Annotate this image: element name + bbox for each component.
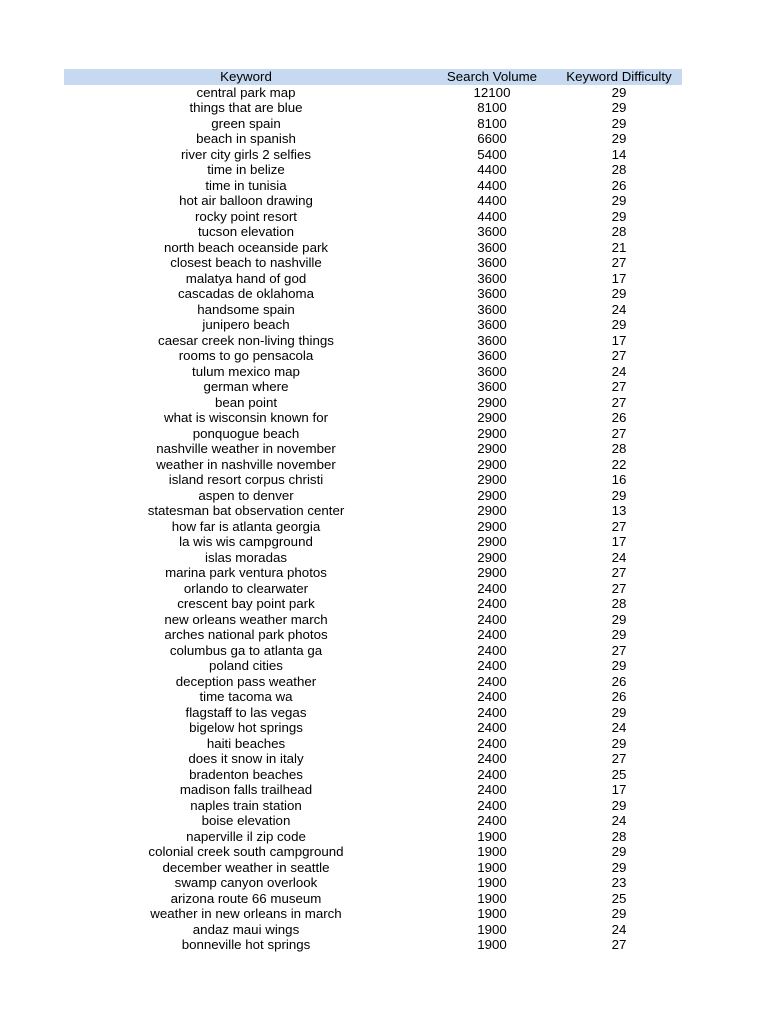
table-row (64, 891, 682, 907)
search-volume-cell: 2400 (477, 658, 507, 673)
keyword-difficulty-cell: 27 (611, 348, 627, 363)
keyword-cell: islas moradas (204, 549, 288, 565)
table-row (64, 627, 682, 643)
table-row (64, 131, 682, 147)
search-volume-cell: 5400 (477, 146, 507, 162)
table-row (64, 829, 682, 845)
keyword-cell: la wis wis campground (179, 534, 313, 549)
keyword-cell: how far is atlanta georgia (171, 518, 321, 534)
search-volume-cell: 2400 (477, 797, 507, 813)
keyword-difficulty-cell: 26 (611, 673, 627, 689)
keyword-cell: north beach oceanside park (163, 239, 329, 255)
keyword-difficulty-cell: 29 (611, 193, 627, 208)
keyword-cell: junipero beach (202, 317, 290, 332)
table-row (64, 395, 682, 411)
search-volume-cell: 2400 (477, 642, 507, 658)
table-row (64, 209, 682, 225)
keyword-difficulty-cell: 17 (611, 534, 627, 549)
table-row (64, 720, 682, 736)
search-volume-cell: 2900 (477, 534, 507, 549)
search-volume-cell: 2400 (477, 689, 507, 704)
search-volume-cell: 3600 (477, 301, 507, 317)
keyword-difficulty-cell: 29 (611, 115, 627, 131)
keyword-cell: bigelow hot springs (189, 720, 303, 735)
table-row (64, 302, 682, 318)
keyword-difficulty-cell: 27 (611, 518, 627, 534)
search-volume-cell: 2900 (477, 425, 507, 441)
table-row (64, 379, 682, 395)
keyword-difficulty-cell: 24 (611, 921, 627, 937)
table-row (64, 147, 682, 163)
keyword-cell: river city girls 2 selfies (180, 146, 312, 162)
keyword-difficulty-cell: 23 (611, 875, 627, 890)
keyword-difficulty-cell: 27 (611, 255, 627, 270)
search-volume-cell: 2900 (477, 394, 507, 410)
search-volume-cell: 2900 (477, 503, 507, 518)
table-row (64, 751, 682, 767)
table-row (64, 472, 682, 488)
table-row (64, 767, 682, 783)
table-row (64, 534, 682, 550)
keyword-difficulty-cell: 27 (611, 937, 627, 952)
keyword-cell: time in belize (207, 162, 285, 177)
table-row (64, 519, 682, 535)
search-volume-cell: 4400 (477, 177, 507, 193)
keyword-cell: december weather in seattle (162, 859, 330, 875)
table-row (64, 937, 682, 953)
table-row (64, 178, 682, 194)
table-row (64, 736, 682, 752)
keyword-cell: arches national park photos (164, 627, 328, 642)
keyword-cell: what is wisconsin known for (163, 410, 329, 425)
keyword-cell: rocky point resort (195, 208, 297, 224)
keyword-cell: weather in nashville november (156, 456, 336, 472)
search-volume-cell: 4400 (477, 193, 507, 208)
keyword-difficulty-cell: 22 (611, 456, 627, 472)
keyword-cell: statesman bat observation center (147, 503, 345, 518)
header-keyword: Keyword (220, 69, 272, 84)
search-volume-cell: 3600 (477, 379, 507, 394)
keyword-cell: island resort corpus christi (168, 472, 324, 487)
keyword-difficulty-cell: 29 (611, 208, 627, 224)
keyword-cell: handsome spain (197, 301, 295, 317)
keyword-cell: beach in spanish (196, 131, 296, 146)
keyword-cell: caesar creek non-living things (158, 332, 334, 348)
search-volume-cell: 3600 (477, 255, 507, 270)
table-row (64, 550, 682, 566)
search-volume-cell: 3600 (477, 224, 507, 239)
search-volume-cell: 3600 (477, 348, 507, 363)
search-volume-cell: 6600 (477, 131, 507, 146)
keyword-difficulty-cell: 29 (611, 131, 627, 146)
keyword-cell: aspen to denver (198, 487, 294, 503)
keyword-difficulty-cell: 29 (611, 797, 627, 813)
keyword-difficulty-cell: 27 (611, 379, 627, 394)
table-row (64, 116, 682, 132)
table-row (64, 922, 682, 938)
search-volume-cell: 3600 (477, 286, 507, 301)
search-volume-cell: 4400 (477, 162, 507, 177)
search-volume-cell: 2400 (477, 813, 507, 828)
keyword-cell: deception pass weather (175, 673, 317, 689)
keyword-cell: poland cities (209, 658, 283, 673)
keyword-cell: hot air balloon drawing (179, 193, 313, 208)
keyword-difficulty-cell: 24 (611, 720, 627, 735)
keyword-cell: naperville il zip code (186, 828, 306, 844)
keyword-difficulty-cell: 27 (611, 565, 627, 580)
table-row (64, 333, 682, 349)
keyword-cell: green spain (211, 115, 281, 131)
table-row (64, 85, 682, 101)
table-row (64, 813, 682, 829)
keyword-difficulty-cell: 27 (611, 751, 627, 766)
search-volume-cell: 2400 (477, 627, 507, 642)
search-volume-cell: 2900 (477, 487, 507, 503)
keyword-difficulty-cell: 17 (611, 332, 627, 348)
keyword-difficulty-cell: 17 (611, 270, 627, 286)
search-volume-cell: 2900 (477, 565, 507, 580)
table-row (64, 844, 682, 860)
keyword-difficulty-cell: 29 (611, 735, 627, 751)
search-volume-cell: 3600 (477, 239, 507, 255)
keyword-cell: arizona route 66 museum (170, 890, 322, 906)
keyword-difficulty-cell: 28 (611, 828, 627, 844)
search-volume-cell: 2900 (477, 472, 507, 487)
header-keyword-difficulty: Keyword Difficulty (566, 69, 672, 84)
keyword-cell: rooms to go pensacola (178, 348, 314, 363)
search-volume-cell: 2900 (477, 456, 507, 472)
keyword-cell: andaz maui wings (192, 921, 300, 937)
search-volume-cell: 1900 (477, 921, 507, 937)
search-volume-cell: 1900 (477, 906, 507, 921)
keyword-cell: orlando to clearwater (183, 580, 309, 596)
search-volume-cell: 1900 (477, 844, 507, 859)
table-row (64, 364, 682, 380)
table-body (64, 85, 682, 953)
keyword-cell: naples train station (190, 797, 302, 813)
keyword-cell: closest beach to nashville (170, 255, 322, 270)
keyword-difficulty-cell: 24 (611, 813, 627, 828)
table-row (64, 798, 682, 814)
search-volume-cell: 3600 (477, 270, 507, 286)
table-row (64, 705, 682, 721)
keyword-cell: bean point (214, 394, 278, 410)
keyword-difficulty-cell: 26 (611, 177, 627, 193)
table-row (64, 224, 682, 240)
keyword-difficulty-cell: 28 (611, 162, 627, 177)
search-volume-cell: 2400 (477, 751, 507, 766)
search-volume-cell: 2900 (477, 518, 507, 534)
keyword-cell: swamp canyon overlook (174, 875, 318, 890)
keyword-difficulty-cell: 25 (611, 766, 627, 782)
keyword-cell: bonneville hot springs (181, 937, 311, 952)
keyword-difficulty-cell: 29 (611, 100, 627, 115)
search-volume-cell: 3600 (477, 363, 507, 379)
table-row (64, 457, 682, 473)
table-row (64, 643, 682, 659)
search-volume-cell: 2900 (477, 441, 507, 456)
table-row (64, 441, 682, 457)
keyword-cell: german where (203, 379, 289, 394)
table-row (64, 271, 682, 287)
search-volume-cell: 2400 (477, 673, 507, 689)
search-volume-cell: 2400 (477, 596, 507, 611)
keyword-cell: flagstaff to las vegas (185, 704, 307, 720)
keyword-cell: things that are blue (189, 100, 303, 115)
table-row (64, 100, 682, 116)
table-row (64, 162, 682, 178)
keyword-cell: marina park ventura photos (165, 565, 327, 580)
keyword-difficulty-cell: 28 (611, 596, 627, 611)
keyword-cell: boise elevation (201, 813, 291, 828)
keyword-cell: time in tunisia (205, 177, 287, 193)
keyword-cell: colonial creek south campground (148, 844, 344, 859)
table-row (64, 875, 682, 891)
table-row (64, 860, 682, 876)
keyword-cell: does it snow in italy (188, 751, 304, 766)
search-volume-cell: 8100 (477, 115, 507, 131)
keyword-difficulty-cell: 29 (611, 317, 627, 332)
table-row (64, 426, 682, 442)
keyword-difficulty-cell: 29 (611, 859, 627, 875)
search-volume-cell: 3600 (477, 317, 507, 332)
keyword-cell: new orleans weather march (164, 611, 328, 627)
search-volume-cell: 4400 (477, 208, 507, 224)
keyword-cell: tulum mexico map (192, 363, 300, 379)
keyword-difficulty-cell: 27 (611, 580, 627, 596)
keyword-difficulty-cell: 21 (611, 239, 627, 255)
search-volume-cell: 2400 (477, 704, 507, 720)
search-volume-cell: 2900 (477, 410, 507, 425)
search-volume-cell: 1900 (477, 937, 507, 952)
keyword-cell: malatya hand of god (185, 270, 307, 286)
table-row (64, 488, 682, 504)
keyword-difficulty-cell: 28 (611, 441, 627, 456)
search-volume-cell: 2400 (477, 720, 507, 735)
search-volume-cell: 1900 (477, 859, 507, 875)
table-row (64, 906, 682, 922)
keyword-difficulty-cell: 24 (611, 301, 627, 317)
keyword-difficulty-cell: 29 (611, 658, 627, 673)
table-row (64, 658, 682, 674)
keyword-difficulty-cell: 25 (611, 890, 627, 906)
table-row (64, 240, 682, 256)
table-row (64, 410, 682, 426)
keyword-cell: nashville weather in november (156, 441, 336, 456)
search-volume-cell: 2400 (477, 611, 507, 627)
keyword-difficulty-cell: 13 (611, 503, 627, 518)
table-row (64, 286, 682, 302)
keyword-difficulty-cell: 29 (611, 704, 627, 720)
keyword-difficulty-cell: 29 (611, 627, 627, 642)
search-volume-cell: 2400 (477, 782, 507, 797)
keyword-difficulty-cell: 29 (611, 84, 627, 100)
search-volume-cell: 2900 (477, 549, 507, 565)
table-row (64, 689, 682, 705)
keyword-cell: haiti beaches (206, 735, 286, 751)
keyword-difficulty-cell: 14 (611, 146, 627, 162)
keyword-cell: central park map (196, 84, 296, 100)
table-row (64, 565, 682, 581)
keyword-table-container (64, 69, 682, 953)
keyword-cell: bradenton beaches (189, 766, 303, 782)
keyword-difficulty-cell: 27 (611, 642, 627, 658)
keyword-difficulty-cell: 27 (611, 425, 627, 441)
keyword-cell: ponquogue beach (192, 425, 300, 441)
table-row (64, 596, 682, 612)
keyword-cell: crescent bay point park (177, 596, 315, 611)
keyword-difficulty-cell: 26 (611, 410, 627, 425)
keyword-cell: madison falls trailhead (179, 782, 313, 797)
search-volume-cell: 3600 (477, 332, 507, 348)
search-volume-cell: 2400 (477, 580, 507, 596)
table-row (64, 193, 682, 209)
keyword-difficulty-cell: 28 (611, 224, 627, 239)
search-volume-cell: 8100 (477, 100, 507, 115)
table-row (64, 255, 682, 271)
keyword-difficulty-cell: 16 (611, 472, 627, 487)
keyword-cell: columbus ga to atlanta ga (169, 642, 323, 658)
keyword-difficulty-cell: 24 (611, 363, 627, 379)
keyword-cell: cascadas de oklahoma (177, 286, 314, 301)
keyword-cell: tucson elevation (197, 224, 295, 239)
search-volume-cell: 2400 (477, 766, 507, 782)
keyword-difficulty-cell: 29 (611, 906, 627, 921)
keyword-difficulty-cell: 17 (611, 782, 627, 797)
header-search-volume: Search Volume (446, 69, 538, 84)
keyword-difficulty-cell: 29 (611, 611, 627, 627)
search-volume-cell: 12100 (473, 84, 511, 100)
table-row (64, 674, 682, 690)
table-row (64, 581, 682, 597)
keyword-cell: time tacoma wa (199, 689, 293, 704)
search-volume-cell: 1900 (477, 828, 507, 844)
table-row (64, 503, 682, 519)
keyword-difficulty-cell: 26 (611, 689, 627, 704)
keyword-difficulty-cell: 24 (611, 549, 627, 565)
keyword-difficulty-cell: 29 (611, 286, 627, 301)
keyword-difficulty-cell: 29 (611, 487, 627, 503)
table-row (64, 782, 682, 798)
search-volume-cell: 1900 (477, 890, 507, 906)
header-row (64, 69, 682, 85)
search-volume-cell: 1900 (477, 875, 507, 890)
table-row (64, 348, 682, 364)
keyword-table (64, 69, 682, 953)
table-row (64, 317, 682, 333)
table-row (64, 612, 682, 628)
keyword-difficulty-cell: 27 (611, 394, 627, 410)
keyword-cell: weather in new orleans in march (150, 906, 342, 921)
keyword-difficulty-cell: 29 (611, 844, 627, 859)
search-volume-cell: 2400 (477, 735, 507, 751)
